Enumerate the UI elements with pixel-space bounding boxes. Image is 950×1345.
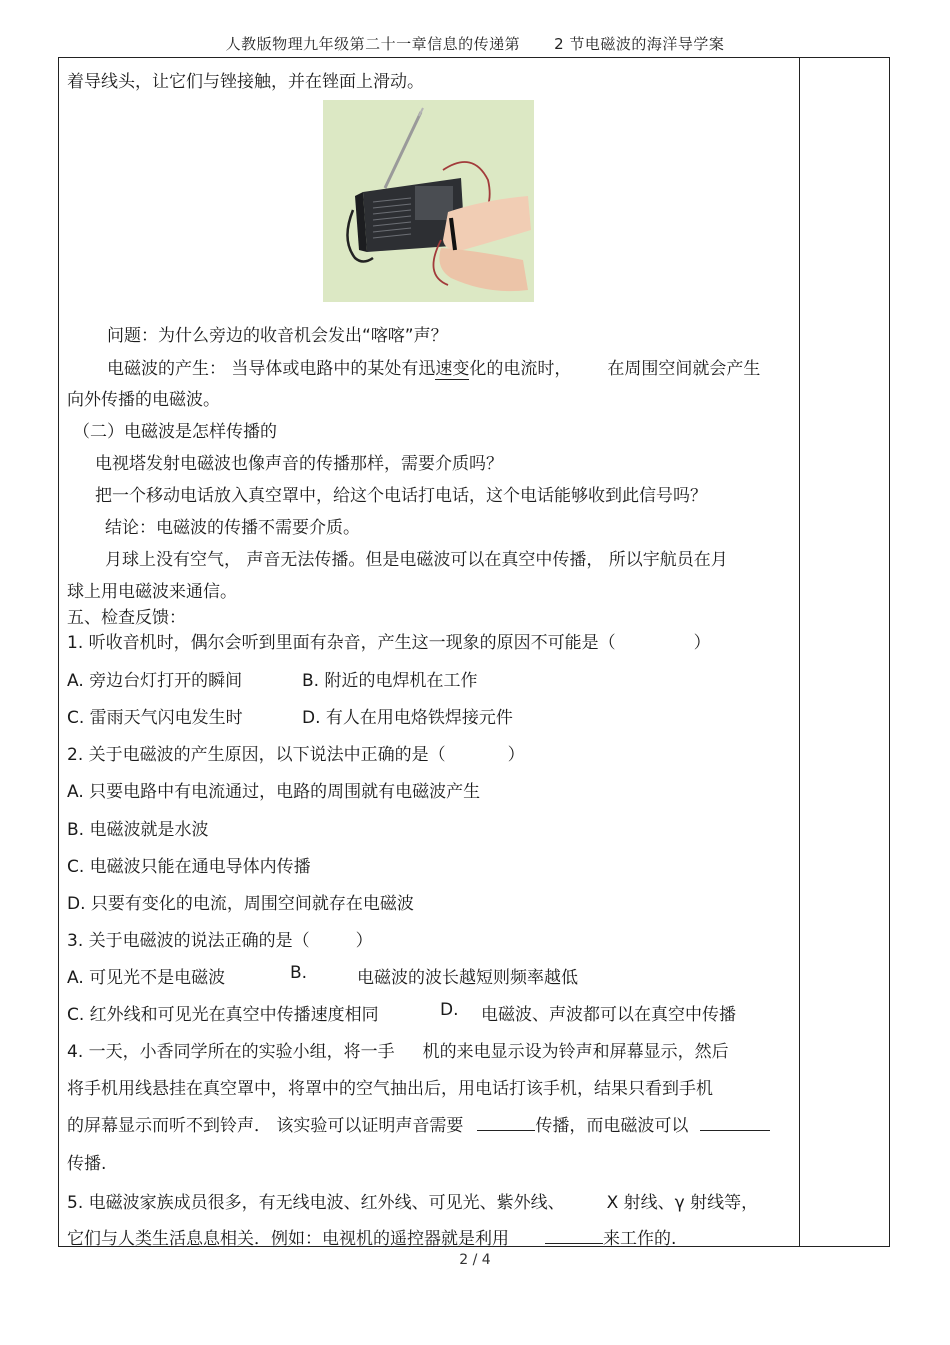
moon-text-line2: 球上用电磁波来通信。 <box>67 582 237 602</box>
q3-option-b: 电磁波的波长越短则频率越低 <box>357 968 578 988</box>
conclusion-text: 结论：电磁波的传播不需要介质。 <box>105 518 360 538</box>
instruction-line: 着导线头，让它们与锉接触，并在锉面上滑动。 <box>67 72 424 92</box>
q3-option-c: C. 红外线和可见光在真空中传播速度相同 <box>67 1005 379 1025</box>
moon-text-line1: 月球上没有空气， 声音无法传播。但是电磁波可以在真空中传播， 所以宇航员在月 <box>105 550 728 570</box>
q1-option-c: C. 雷雨天气闪电发生时 <box>67 708 243 728</box>
q1-option-b: B. 附近的电焊机在工作 <box>302 671 478 691</box>
q1-stem: 1. 听收音机时，偶尔会听到里面有杂音，产生这一现象的原因不可能是（ ） <box>67 633 711 653</box>
q2-option-c: C. 电磁波只能在通电导体内传播 <box>67 857 311 877</box>
q3-option-d: 电磁波、声波都可以在真空中传播 <box>481 1005 736 1025</box>
q3-stem: 3. 关于电磁波的说法正确的是（ ） <box>67 931 373 951</box>
q2-option-b: B. 电磁波就是水波 <box>67 820 209 840</box>
q4-line4: 传播. <box>67 1154 107 1174</box>
q1-option-d: D. 有人在用电烙铁焊接元件 <box>302 708 513 728</box>
answer-blank-1[interactable] <box>477 1114 535 1131</box>
section-heading-feedback: 五、检查反馈： <box>67 608 186 628</box>
q5-line2: 它们与人类生活息息相关．例如：电视机的遥控器就是利用 来工作的. <box>67 1229 677 1249</box>
q5-line1: 5. 电磁波家族成员很多，有无线电波、红外线、可见光、紫外线、 X 射线、γ 射线等， <box>67 1193 759 1213</box>
q4-line1: 4. 一天，小香同学所在的实验小组，将一手 机的来电显示设为铃声和屏幕显示，然后 <box>67 1042 729 1062</box>
q2-option-a: A. 只要电路中有电流通过，电路的周围就有电磁波产生 <box>67 782 481 802</box>
q2-stem: 2. 关于电磁波的产生原因，以下说法中正确的是（ ） <box>67 745 525 765</box>
q3-option-d-label: D. <box>440 1000 459 1020</box>
table-left-border <box>58 57 59 1247</box>
table-column-divider <box>799 57 800 1247</box>
q4-line2: 将手机用线悬挂在真空罩中，将罩中的空气抽出后，用电话打该手机，结果只看到手机 <box>67 1079 713 1099</box>
tv-tower-question: 电视塔发射电磁波也像声音的传播那样，需要介质吗？ <box>95 454 503 474</box>
table-right-border <box>889 57 890 1247</box>
q2-option-d: D. 只要有变化的电流，周围空间就存在电磁波 <box>67 894 414 914</box>
q3-option-b-label: B. <box>290 963 308 983</box>
section-heading-propagation: （二）电磁波是怎样传播的 <box>73 422 277 442</box>
answer-blank-3[interactable] <box>545 1227 603 1244</box>
q3-option-a: A. 可见光不是电磁波 <box>67 968 226 988</box>
question-text: 问题：为什么旁边的收音机会发出“喀喀”声？ <box>107 326 448 346</box>
em-wave-generation-cont: 向外传播的电磁波。 <box>67 390 220 410</box>
radio-experiment-photo <box>323 100 534 302</box>
em-wave-generation: 电磁波的产生： 当导体或电路中的某处有迅速变化的电流时， 在周围空间就会产生 <box>107 359 761 379</box>
underlined-term: 速变 <box>435 359 470 379</box>
page-header <box>0 33 950 54</box>
q1-option-a: A. 旁边台灯打开的瞬间 <box>67 671 243 691</box>
radio-illustration <box>323 100 534 302</box>
header-title-left: 人教版物理九年级第二十一章信息的传递第 <box>225 35 521 53</box>
answer-blank-2[interactable] <box>700 1114 770 1131</box>
page-number: 2 / 4 <box>459 1252 491 1268</box>
header-title-right: 2 节电磁波的海洋导学案 <box>554 35 725 53</box>
vacuum-phone-question: 把一个移动电话放入真空罩中，给这个电话打电话，这个电话能够收到此信号吗？ <box>95 486 707 506</box>
q4-line3: 的屏幕显示而听不到铃声． 该实验可以证明声音需要 传播，而电磁波可以 <box>67 1111 770 1136</box>
